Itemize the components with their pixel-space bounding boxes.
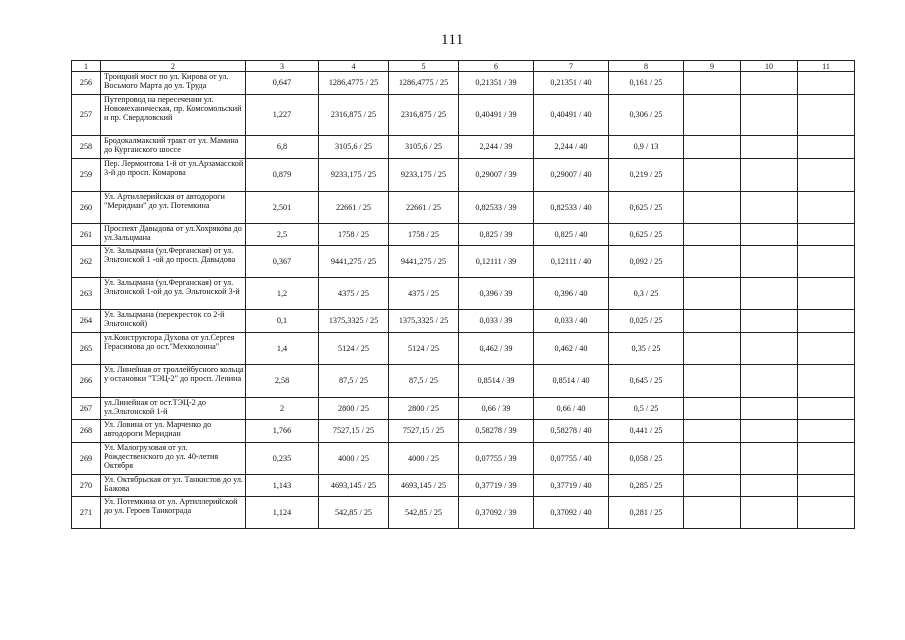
row-number: 269 xyxy=(72,443,101,475)
col9-value xyxy=(684,192,741,224)
col4-value: 7527,15 / 25 xyxy=(319,420,389,443)
table-row xyxy=(72,497,855,529)
road-name: Ул. Зальцмана (ул.Ферганская) от ул. Эльтонской 1-ой до ул. Эльтонской 3-й xyxy=(101,278,246,310)
table-row xyxy=(72,365,855,398)
col5-value: 2316,875 / 25 xyxy=(389,95,459,136)
col8-value: 0,441 / 25 xyxy=(609,420,684,443)
col7-value: 0,29007 / 40 xyxy=(534,159,609,192)
col11-value xyxy=(798,443,855,475)
col9-value xyxy=(684,475,741,497)
length-value: 0,879 xyxy=(246,159,319,192)
road-name: Ул. Зальцмана (перекресток со 2-й Эльтонской) xyxy=(101,310,246,333)
col9-value xyxy=(684,333,741,365)
col4-value: 87,5 / 25 xyxy=(319,365,389,398)
col11-value xyxy=(798,497,855,529)
col4-value: 5124 / 25 xyxy=(319,333,389,365)
length-value: 1,124 xyxy=(246,497,319,529)
col8-value: 0,35 / 25 xyxy=(609,333,684,365)
col11-value xyxy=(798,278,855,310)
row-number: 256 xyxy=(72,72,101,95)
length-value: 1,227 xyxy=(246,95,319,136)
col8-value: 0,161 / 25 xyxy=(609,72,684,95)
col6-value: 0,825 / 39 xyxy=(459,224,534,246)
col8-value: 0,285 / 25 xyxy=(609,475,684,497)
road-name: ул.Линейная от ост.ТЭЦ-2 до ул.Эльтонской 1-й xyxy=(101,398,246,420)
col7-value: 0,396 / 40 xyxy=(534,278,609,310)
col6-value: 0,82533 / 39 xyxy=(459,192,534,224)
row-number: 266 xyxy=(72,365,101,398)
col6-value: 0,12111 / 39 xyxy=(459,246,534,278)
column-header-2: 2 xyxy=(101,61,246,72)
col6-value: 2,244 / 39 xyxy=(459,136,534,159)
row-number: 259 xyxy=(72,159,101,192)
col7-value: 0,462 / 40 xyxy=(534,333,609,365)
col5-value: 7527,15 / 25 xyxy=(389,420,459,443)
road-name: Ул. Артиллерийская от автодороги "Меридиан" до ул. Потемкина xyxy=(101,192,246,224)
col8-value: 0,625 / 25 xyxy=(609,224,684,246)
col11-value xyxy=(798,246,855,278)
length-value: 6,8 xyxy=(246,136,319,159)
length-value: 1,766 xyxy=(246,420,319,443)
col5-value: 22661 / 25 xyxy=(389,192,459,224)
col4-value: 1375,3325 / 25 xyxy=(319,310,389,333)
length-value: 2,58 xyxy=(246,365,319,398)
col7-value: 0,66 / 40 xyxy=(534,398,609,420)
road-name: Путепровод на пересечении ул. Новомеханическая, пр. Комсомольский и пр. Свердловский xyxy=(101,95,246,136)
col10-value xyxy=(741,192,798,224)
col11-value xyxy=(798,310,855,333)
row-number: 257 xyxy=(72,95,101,136)
col7-value: 0,82533 / 40 xyxy=(534,192,609,224)
col7-value: 0,825 / 40 xyxy=(534,224,609,246)
table-row xyxy=(72,246,855,278)
col11-value xyxy=(798,72,855,95)
col9-value xyxy=(684,136,741,159)
row-number: 265 xyxy=(72,333,101,365)
col5-value: 4375 / 25 xyxy=(389,278,459,310)
header-row xyxy=(72,61,855,72)
col7-value: 0,21351 / 40 xyxy=(534,72,609,95)
col11-value xyxy=(798,333,855,365)
col8-value: 0,058 / 25 xyxy=(609,443,684,475)
length-value: 0,647 xyxy=(246,72,319,95)
col8-value: 0,3 / 25 xyxy=(609,278,684,310)
row-number: 271 xyxy=(72,497,101,529)
roads-table xyxy=(71,60,855,529)
row-number: 260 xyxy=(72,192,101,224)
col4-value: 1758 / 25 xyxy=(319,224,389,246)
col6-value: 0,37719 / 39 xyxy=(459,475,534,497)
col5-value: 9233,175 / 25 xyxy=(389,159,459,192)
page-number: 111 xyxy=(441,32,464,48)
col11-value xyxy=(798,159,855,192)
length-value: 0,367 xyxy=(246,246,319,278)
table-row xyxy=(72,224,855,246)
road-name: Ул. Зальцмана (ул.Ферганская) от ул. Эльтонской 1 -ой до просп. Давыдова xyxy=(101,246,246,278)
col10-value xyxy=(741,398,798,420)
table-row xyxy=(72,278,855,310)
col11-value xyxy=(798,136,855,159)
col6-value: 0,033 / 39 xyxy=(459,310,534,333)
column-header-10: 10 xyxy=(741,61,798,72)
table-row xyxy=(72,95,855,136)
table-row xyxy=(72,136,855,159)
col5-value: 9441,275 / 25 xyxy=(389,246,459,278)
col8-value: 0,025 / 25 xyxy=(609,310,684,333)
column-header-7: 7 xyxy=(534,61,609,72)
col7-value: 0,033 / 40 xyxy=(534,310,609,333)
column-header-6: 6 xyxy=(459,61,534,72)
col7-value: 0,58278 / 40 xyxy=(534,420,609,443)
col5-value: 1375,3325 / 25 xyxy=(389,310,459,333)
col4-value: 2316,875 / 25 xyxy=(319,95,389,136)
col10-value xyxy=(741,420,798,443)
road-name: Ул. Линейная от троллейбусного кольца у остановки "ТЭЦ-2" до просп. Ленина xyxy=(101,365,246,398)
col7-value: 0,12111 / 40 xyxy=(534,246,609,278)
table-header xyxy=(72,61,855,72)
col11-value xyxy=(798,224,855,246)
col10-value xyxy=(741,224,798,246)
road-name: Пер. Лермонтова 1-й от ул.Арзамасской 3-й до просп. Комарова xyxy=(101,159,246,192)
col8-value: 0,9 / 13 xyxy=(609,136,684,159)
col11-value xyxy=(798,192,855,224)
col9-value xyxy=(684,365,741,398)
road-name: Ул. Потемкина от ул. Артиллерийской до ул. Героев Танкограда xyxy=(101,497,246,529)
table-body xyxy=(72,72,855,529)
col5-value: 1758 / 25 xyxy=(389,224,459,246)
col10-value xyxy=(741,136,798,159)
road-name: Ул. Октябрьская от ул. Танкистов до ул. Бажова xyxy=(101,475,246,497)
col8-value: 0,645 / 25 xyxy=(609,365,684,398)
table-row xyxy=(72,475,855,497)
col5-value: 2800 / 25 xyxy=(389,398,459,420)
row-number: 258 xyxy=(72,136,101,159)
column-header-1: 1 xyxy=(72,61,101,72)
col11-value xyxy=(798,95,855,136)
length-value: 2,501 xyxy=(246,192,319,224)
col5-value: 1286,4775 / 25 xyxy=(389,72,459,95)
col4-value: 22661 / 25 xyxy=(319,192,389,224)
col6-value: 0,21351 / 39 xyxy=(459,72,534,95)
column-header-9: 9 xyxy=(684,61,741,72)
row-number: 262 xyxy=(72,246,101,278)
col4-value: 3105,6 / 25 xyxy=(319,136,389,159)
col11-value xyxy=(798,475,855,497)
row-number: 268 xyxy=(72,420,101,443)
col10-value xyxy=(741,365,798,398)
col11-value xyxy=(798,398,855,420)
column-header-8: 8 xyxy=(609,61,684,72)
col9-value xyxy=(684,443,741,475)
col8-value: 0,219 / 25 xyxy=(609,159,684,192)
road-name: Проспект Давыдова от ул.Хохрякова до ул.Зальцмана xyxy=(101,224,246,246)
col5-value: 4693,145 / 25 xyxy=(389,475,459,497)
col7-value: 0,37092 / 40 xyxy=(534,497,609,529)
length-value: 2,5 xyxy=(246,224,319,246)
col6-value: 0,396 / 39 xyxy=(459,278,534,310)
col8-value: 0,625 / 25 xyxy=(609,192,684,224)
col5-value: 3105,6 / 25 xyxy=(389,136,459,159)
col9-value xyxy=(684,497,741,529)
road-name: ул.Конструктора Духова от ул.Сергея Герасимова до ост."Мехколонна" xyxy=(101,333,246,365)
col9-value xyxy=(684,72,741,95)
road-name: Бродокалмакский тракт от ул. Мамина до Курганского шоссе xyxy=(101,136,246,159)
length-value: 1,2 xyxy=(246,278,319,310)
col10-value xyxy=(741,278,798,310)
col4-value: 9441,275 / 25 xyxy=(319,246,389,278)
table-row xyxy=(72,420,855,443)
col6-value: 0,29007 / 39 xyxy=(459,159,534,192)
col5-value: 87,5 / 25 xyxy=(389,365,459,398)
col9-value xyxy=(684,95,741,136)
row-number: 261 xyxy=(72,224,101,246)
col4-value: 9233,175 / 25 xyxy=(319,159,389,192)
col4-value: 542,85 / 25 xyxy=(319,497,389,529)
column-header-4: 4 xyxy=(319,61,389,72)
length-value: 0,1 xyxy=(246,310,319,333)
col8-value: 0,306 / 25 xyxy=(609,95,684,136)
col10-value xyxy=(741,497,798,529)
col10-value xyxy=(741,310,798,333)
road-name: Троицкий мост по ул. Кирова от ул. Восьмого Марта до ул. Труда xyxy=(101,72,246,95)
table-row xyxy=(72,398,855,420)
col6-value: 0,37092 / 39 xyxy=(459,497,534,529)
col8-value: 0,281 / 25 xyxy=(609,497,684,529)
col7-value: 0,40491 / 40 xyxy=(534,95,609,136)
col10-value xyxy=(741,333,798,365)
col6-value: 0,462 / 39 xyxy=(459,333,534,365)
col6-value: 0,07755 / 39 xyxy=(459,443,534,475)
road-name: Ул. Малогрузовая от ул. Рождественского до ул. 40-летия Октября xyxy=(101,443,246,475)
col10-value xyxy=(741,72,798,95)
col4-value: 4375 / 25 xyxy=(319,278,389,310)
column-header-5: 5 xyxy=(389,61,459,72)
col5-value: 542,85 / 25 xyxy=(389,497,459,529)
col4-value: 4693,145 / 25 xyxy=(319,475,389,497)
row-number: 270 xyxy=(72,475,101,497)
table-row xyxy=(72,72,855,95)
col7-value: 0,37719 / 40 xyxy=(534,475,609,497)
column-header-3: 3 xyxy=(246,61,319,72)
col5-value: 4000 / 25 xyxy=(389,443,459,475)
length-value: 1,143 xyxy=(246,475,319,497)
col10-value xyxy=(741,95,798,136)
col9-value xyxy=(684,224,741,246)
col5-value: 5124 / 25 xyxy=(389,333,459,365)
col10-value xyxy=(741,443,798,475)
length-value: 0,235 xyxy=(246,443,319,475)
col7-value: 0,07755 / 40 xyxy=(534,443,609,475)
col4-value: 1286,4775 / 25 xyxy=(319,72,389,95)
col10-value xyxy=(741,159,798,192)
road-name: Ул. Ловина от ул. Марченко до автодороги Меридиан xyxy=(101,420,246,443)
col11-value xyxy=(798,420,855,443)
table-row xyxy=(72,443,855,475)
row-number: 264 xyxy=(72,310,101,333)
column-header-11: 11 xyxy=(798,61,855,72)
col9-value xyxy=(684,246,741,278)
table-row xyxy=(72,159,855,192)
col4-value: 2800 / 25 xyxy=(319,398,389,420)
col8-value: 0,092 / 25 xyxy=(609,246,684,278)
table-row xyxy=(72,310,855,333)
col9-value xyxy=(684,159,741,192)
col9-value xyxy=(684,310,741,333)
col6-value: 0,66 / 39 xyxy=(459,398,534,420)
col10-value xyxy=(741,246,798,278)
col9-value xyxy=(684,420,741,443)
length-value: 1,4 xyxy=(246,333,319,365)
col8-value: 0,5 / 25 xyxy=(609,398,684,420)
table-row xyxy=(72,192,855,224)
col7-value: 2,244 / 40 xyxy=(534,136,609,159)
table-row xyxy=(72,333,855,365)
length-value: 2 xyxy=(246,398,319,420)
col9-value xyxy=(684,278,741,310)
col7-value: 0,8514 / 40 xyxy=(534,365,609,398)
row-number: 263 xyxy=(72,278,101,310)
col4-value: 4000 / 25 xyxy=(319,443,389,475)
col6-value: 0,8514 / 39 xyxy=(459,365,534,398)
col6-value: 0,40491 / 39 xyxy=(459,95,534,136)
row-number: 267 xyxy=(72,398,101,420)
col9-value xyxy=(684,398,741,420)
col10-value xyxy=(741,475,798,497)
col11-value xyxy=(798,365,855,398)
col6-value: 0,58278 / 39 xyxy=(459,420,534,443)
